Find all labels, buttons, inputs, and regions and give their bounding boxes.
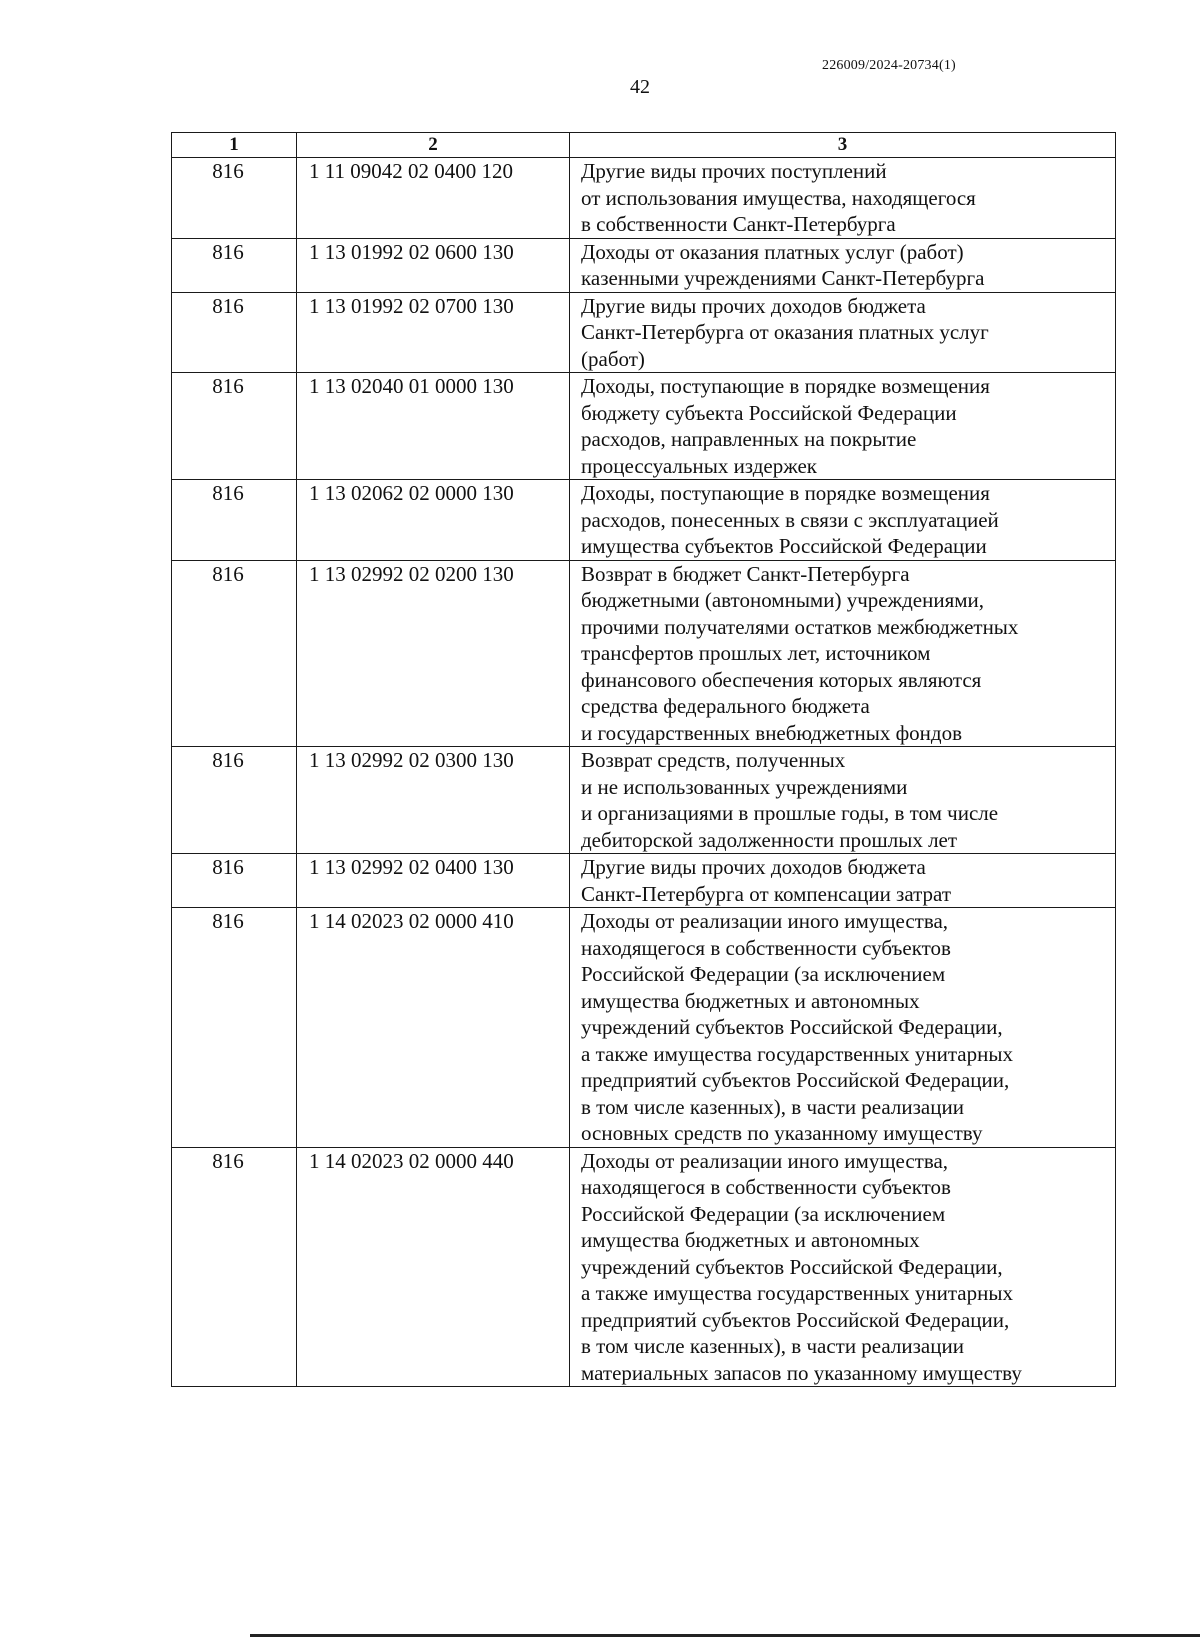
column-header-1: 1: [172, 133, 297, 158]
description-line: основных средств по указанному имуществу: [581, 1121, 983, 1145]
table-header: [172, 133, 1116, 158]
revenue-codes-table: [171, 132, 1116, 1387]
table-row: [172, 292, 1116, 373]
description-line: бюджетными (автономными) учреждениями,: [581, 588, 985, 612]
revenue-description-cell: [570, 747, 1116, 854]
description-line: Санкт-Петербурга от оказания платных услуг: [581, 320, 989, 344]
description-line: в том числе казенных), в части реализации: [581, 1094, 964, 1119]
description-line: Доходы от реализации иного имущества,: [581, 909, 949, 933]
description-line: а также имущества государственных унитарных: [581, 1281, 1013, 1305]
table-body: [172, 158, 1116, 1387]
description-line: предприятий субъектов Российской Федерации,: [581, 1068, 1010, 1092]
page-number: 42: [630, 76, 650, 98]
description-line: в том числе казенных), в части реализации: [581, 1334, 964, 1358]
budget-classification-code-cell: 1 13 01992 02 0600 130: [297, 238, 570, 292]
revenue-description-cell: [570, 560, 1116, 747]
description-line: имущества бюджетных и автономных: [581, 988, 920, 1013]
description-line: Российской Федерации (за исключением: [581, 1201, 946, 1226]
admin-code-cell: 816: [172, 158, 297, 239]
table-row: [172, 747, 1116, 854]
revenue-description-cell: [570, 908, 1116, 1148]
budget-classification-code-cell: 1 14 02023 02 0000 440: [297, 1147, 570, 1387]
admin-code-cell: 816: [172, 908, 297, 1148]
admin-code-cell: 816: [172, 747, 297, 854]
description-line: Другие виды прочих доходов бюджета: [581, 293, 926, 318]
description-line: Доходы от реализации иного имущества,: [581, 1148, 949, 1173]
table-row: [172, 480, 1116, 561]
revenue-description-cell: [570, 480, 1116, 561]
description-line: имущества субъектов Российской Федерации: [581, 534, 987, 558]
budget-classification-code-cell: 1 13 02040 01 0000 130: [297, 373, 570, 480]
revenue-description-cell: [570, 373, 1116, 480]
revenue-description-cell: [570, 292, 1116, 373]
budget-classification-code-cell: 1 13 02992 02 0300 130: [297, 747, 570, 854]
column-header-2: 2: [297, 133, 570, 158]
budget-classification-code-cell: 1 13 02062 02 0000 130: [297, 480, 570, 561]
description-line: процессуальных издержек: [581, 453, 817, 478]
description-line: имущества бюджетных и автономных: [581, 1228, 920, 1252]
description-line: предприятий субъектов Российской Федерации,: [581, 1307, 1010, 1332]
admin-code-cell: 816: [172, 1147, 297, 1387]
table-row: [172, 1147, 1116, 1387]
revenue-description-cell: [570, 854, 1116, 908]
description-line: расходов, направленных на покрытие: [581, 427, 917, 451]
description-line: и государственных внебюджетных фондов: [581, 720, 963, 745]
description-line: бюджету субъекта Российской Федерации: [581, 400, 957, 425]
description-line: а также имущества государственных унитарных: [581, 1041, 1013, 1066]
description-line: Доходы, поступающие в порядке возмещения: [581, 374, 990, 398]
description-line: средства федерального бюджета: [581, 694, 870, 718]
description-line: учреждений субъектов Российской Федерации,: [581, 1254, 1003, 1279]
description-line: казенными учреждениями Санкт-Петербурга: [581, 266, 985, 290]
table-row: [172, 854, 1116, 908]
budget-classification-code-cell: 1 11 09042 02 0400 120: [297, 158, 570, 239]
table-row: [172, 908, 1116, 1148]
document-registration-number: 226009/2024-20734(1): [822, 58, 956, 73]
budget-classification-code-cell: 1 14 02023 02 0000 410: [297, 908, 570, 1148]
admin-code-cell: 816: [172, 560, 297, 747]
description-line: Российской Федерации (за исключением: [581, 962, 946, 986]
table-row: [172, 560, 1116, 747]
description-line: Санкт-Петербурга от компенсации затрат: [581, 881, 952, 906]
page-bottom-rule: [250, 1634, 1200, 1637]
description-line: от использования имущества, находящегося: [581, 185, 976, 210]
description-line: Другие виды прочих доходов бюджета: [581, 855, 926, 879]
admin-code-cell: 816: [172, 373, 297, 480]
description-line: материальных запасов по указанному имуществу: [581, 1360, 1022, 1385]
description-line: трансфертов прошлых лет, источником: [581, 641, 931, 665]
description-line: находящегося в собственности субъектов: [581, 1175, 951, 1199]
description-line: дебиторской задолженности прошлых лет: [581, 827, 958, 852]
description-line: (работ): [581, 346, 645, 371]
budget-classification-code-cell: 1 13 02992 02 0400 130: [297, 854, 570, 908]
description-line: и организациями в прошлые годы, в том числе: [581, 801, 999, 825]
description-line: Доходы от оказания платных услуг (работ): [581, 239, 964, 264]
admin-code-cell: 816: [172, 480, 297, 561]
description-line: и не использованных учреждениями: [581, 774, 908, 799]
admin-code-cell: 816: [172, 292, 297, 373]
table-row: [172, 158, 1116, 239]
description-line: Доходы, поступающие в порядке возмещения: [581, 481, 990, 505]
description-line: прочими получателями остатков межбюджетных: [581, 614, 1019, 639]
admin-code-cell: 816: [172, 854, 297, 908]
revenue-description-cell: [570, 1147, 1116, 1387]
description-line: расходов, понесенных в связи с эксплуатацией: [581, 507, 999, 532]
description-line: учреждений субъектов Российской Федерации,: [581, 1015, 1003, 1039]
table-header-row: [172, 133, 1116, 158]
description-line: находящегося в собственности субъектов: [581, 935, 951, 960]
description-line: Возврат в бюджет Санкт-Петербурга: [581, 561, 910, 586]
table-row: [172, 373, 1116, 480]
description-line: Другие виды прочих поступлений: [581, 159, 887, 183]
admin-code-cell: 816: [172, 238, 297, 292]
description-line: в собственности Санкт-Петербурга: [581, 212, 896, 236]
revenue-description-cell: [570, 158, 1116, 239]
budget-classification-code-cell: 1 13 01992 02 0700 130: [297, 292, 570, 373]
budget-classification-code-cell: 1 13 02992 02 0200 130: [297, 560, 570, 747]
table-row: [172, 238, 1116, 292]
description-line: Возврат средств, полученных: [581, 748, 846, 772]
revenue-description-cell: [570, 238, 1116, 292]
description-line: финансового обеспечения которых являются: [581, 667, 982, 692]
column-header-3: 3: [570, 133, 1116, 158]
